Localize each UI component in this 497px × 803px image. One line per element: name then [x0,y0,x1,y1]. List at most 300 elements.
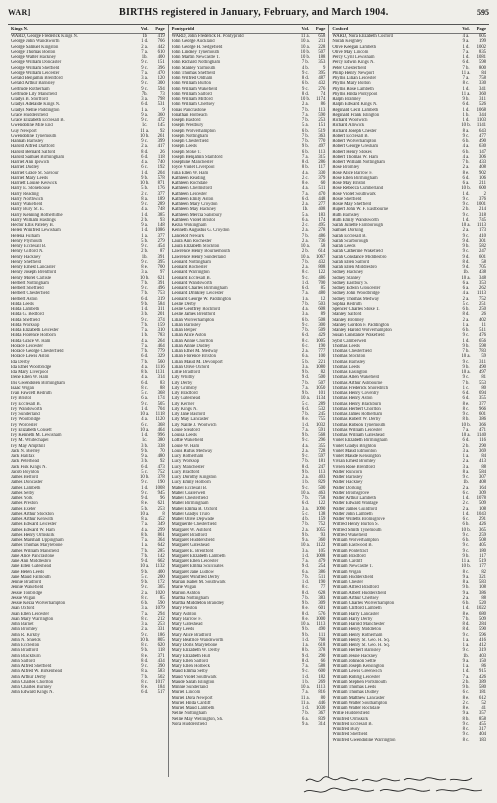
entry-page: 380 [157,438,165,444]
entry-name: Mabel [171,485,184,491]
entry-district: Aston [202,196,214,202]
entry-page: 412 [478,643,487,648]
entry-district: Southampton [362,700,388,706]
entry-district: Whitby [180,375,195,381]
entry-district: Kings N. [357,60,375,66]
entry-name: John Stanley [171,65,196,71]
entry-district: Woodbridge [356,291,380,297]
entry-volume: 2 c. [301,223,309,228]
entry-name: Herbert [11,286,26,291]
entry-district: York [23,496,33,501]
entry-page: 656 [478,338,487,344]
entry-page: 1080 [315,364,326,370]
entry-volume: 7 b. [141,322,149,328]
entry-name: Henry [11,238,23,244]
entry-district: Birkenhead [40,669,63,675]
entry-name: Joseph [171,144,185,150]
entry-page: 9 [323,65,326,71]
entry-volume: 4 a. [141,160,149,165]
entry-district: Leicester [206,291,224,297]
register-columns [8,24,489,777]
entry-district: Edmonton [357,448,377,454]
entry-volume: 2 a. [462,506,470,512]
entry-district: Basford [185,118,201,123]
entry-page: 770 [318,139,326,144]
entry-district: Stamford [205,154,223,160]
entry-page: 486 [318,233,326,239]
entry-volume: 2 a. [462,459,470,465]
entry-district: Southwark [205,580,226,585]
entry-volume: 8 b. [141,532,149,538]
entry-district: Salisbury [204,212,222,218]
entry-name: Robert George [332,144,360,150]
entry-page: 371 [157,653,165,659]
entry-page: 497 [318,144,326,150]
column-header-page: Page [155,26,165,31]
entry-page: 329 [157,354,165,360]
entry-page: 117 [318,165,326,171]
entry-volume: 9 b. [301,370,309,375]
entry-page: 416 [478,637,487,643]
entry-page: 151 [157,60,165,66]
entry-page: 400 [157,569,165,575]
entry-volume: 8 d. [301,590,309,596]
entry-name: Walter Edward [332,501,361,507]
entry-name: Margaret Elizabeth [171,553,208,559]
entry-district: Tynemouth [35,133,57,139]
entry-district: Wigan [183,585,197,591]
entry-district: Scarborough [344,238,369,244]
entry-name: Kathleen Mercia [171,212,204,218]
entry-district: Leicester [201,559,219,564]
entry-volume: 1b. [463,270,469,276]
entry-district: Islington [362,112,380,118]
entry-page: 159 [318,517,326,522]
entry-volume: 2 a. [462,296,470,302]
entry-name: Sidney Edwin [332,286,359,291]
entry-district: Leeds [348,364,360,370]
entry-district: Huddersfield [189,538,215,543]
entry-district: Wakefield [183,438,204,444]
entry-page: 122 [318,501,326,507]
entry-district: Lancaster [366,695,385,701]
entry-name: Jane Helen [11,569,32,575]
entry-name: Mary Doris [171,643,194,648]
entry-district: Wandsworth [35,39,60,45]
entry-page: 378 [318,648,326,654]
entry-district: Oxford [203,506,218,512]
entry-page: 601 [478,254,487,260]
entry-name: Winifred [332,727,350,732]
entry-name: Leonard [171,270,188,276]
entry-district: Guildford [358,506,378,512]
entry-name: Mary Beatrice [171,637,199,643]
entry-name: Sidney [332,275,346,281]
handwriting-signature [300,772,490,798]
entry-name: Harold Bernard [11,149,41,155]
entry-name: William Thomas [332,685,364,690]
entry-volume: 10 a. [461,223,471,228]
entry-district: Halifax [20,454,35,459]
entry-volume: 6 b. [301,81,309,87]
entry-name: William [332,538,348,543]
entry-volume: 8 e. [462,611,470,617]
entry-volume: 7 a. [462,427,470,433]
entry-name: Walter Willetts [332,517,361,522]
entry-district: Sheffield [353,202,372,207]
entry-volume: 6 b. [462,522,470,528]
entry-volume: 4 a. [462,291,470,297]
entry-volume: 2 a. [462,485,470,491]
entry-district: Blackburn [21,653,41,659]
entry-name: Gwendoline [11,123,34,129]
entry-district: R. Kirkby [21,632,40,638]
entry-district: Pancrastone [183,107,206,113]
entry-district: Gresham [361,144,379,150]
entry-name: John Alfred [11,664,34,669]
entry-district: Lambeth [359,44,377,50]
entry-page: 379 [318,175,326,181]
entry-page: 286 [318,160,326,165]
entry-page: 199 [478,39,487,45]
entry-page: 758 [318,496,326,501]
entry-volume: 9 c. [141,286,149,291]
entry-volume: 1 d. [301,580,309,585]
entry-district: Wakefield [23,202,43,207]
entry-name: Muriel [171,690,185,696]
entry-district: Rotherhithe [40,212,63,218]
entry-name: Lucy [171,454,182,459]
entry-name: Harriet [11,165,25,171]
entry-district: Brentford [356,464,375,470]
entry-name: Phyllis Lilian [332,76,358,81]
entry-volume: 6 a. [462,181,470,186]
entry-page: 662 [157,559,165,564]
entry-volume: 10 a. [300,543,310,549]
entry-district: Ecclesall B. [18,401,41,407]
entry-page: 58 [481,259,487,265]
entry-district: Brentford [195,548,214,554]
entry-page: 111 [318,632,326,638]
entry-district: Nottingham [185,133,209,139]
entry-district: Ecclesall B. [42,118,65,123]
entry-volume: 1 d. [141,406,149,412]
entry-district: Redruth [36,391,52,396]
entry-volume: 11 a. [300,700,310,706]
entry-page: 399 [157,139,165,144]
entry-name: Mary [171,622,182,627]
entry-district: Bournemouth [204,249,230,255]
entry-name: Lily [171,406,180,412]
entry-name: Hannah [11,139,26,144]
entry-volume: 4 a. [141,375,149,381]
entry-volume: 6 c. [462,690,470,696]
entry-volume: 9 c. [301,438,309,444]
entry-volume: 9 b. [141,301,149,307]
entry-page: 471 [478,427,487,433]
entry-volume: 10 a. [300,490,310,496]
entry-page: 596 [478,632,487,638]
entry-volume: 7 b. [141,349,149,354]
entry-district: Derby [34,674,47,680]
entry-page: 344 [478,112,487,118]
entry-name: Henry Joseph [11,270,37,276]
entry-page: 253 [157,506,165,512]
entry-district: Nottingham [197,60,221,66]
entry-page: 77 [320,585,326,591]
entry-district: Ecclesall B. [344,233,367,239]
entry-district: Nottingham [362,160,385,165]
entry-volume: 2 a. [301,527,309,533]
entry-volume: 8 e. [301,417,309,423]
entry-district: Eastwood B. [348,543,373,549]
entry-district: Birmingham [353,175,378,181]
entry-name: Robert Henry [332,149,358,155]
entry-district: Middlesbro [364,254,387,260]
entry-volume: 9 c. [141,664,149,669]
entry-volume: 2 b. [301,249,309,255]
entry-name: Lucy Emily [171,480,194,486]
entry-page: 120 [157,76,165,81]
entry-district: Depwade [196,517,215,522]
entry-district: Croydon [213,228,230,234]
entry-page: 532 [318,406,326,412]
entry-page: 531 [157,102,165,108]
entry-district: Coalerwell [184,490,206,496]
entry-volume: 10 a. [300,244,310,249]
entry-name: Ivan Fawcett [11,391,36,396]
entry-name: Gertrude [11,86,28,92]
entry-district: Whitechapel [24,438,49,444]
entry-page: 80 [320,695,326,701]
entry-district: Stanley [346,275,361,281]
entry-page: 89 [320,312,326,318]
entry-page: 408 [478,165,487,171]
entry-page: 306 [478,154,487,160]
entry-name: Gladys [11,97,25,102]
entry-volume: 9 c. [141,490,149,496]
entry-district: Bradford [189,532,207,538]
entry-name: William Johnson [332,658,365,664]
entry-district: Nottingham [188,259,211,265]
entry-name: William Harold [332,622,362,627]
entry-district: Alnwick [348,123,365,129]
entry-volume: 9 c. [462,233,470,239]
entry-name: Ruth [332,212,342,218]
entry-volume: 9 a. [141,454,149,459]
entry-district: Rotherham [361,412,383,417]
entry-district: Derby [180,380,193,386]
entry-name: Jane Alice [11,553,31,559]
entry-name: Walter Arthur [332,496,359,501]
entry-district: Lincoln [353,49,369,55]
column-header-district: Kings N. [11,26,29,31]
entry-district: Chorlton [36,679,54,685]
entry-page: 509 [478,501,487,507]
entry-name: Willie [332,711,344,717]
entry-district: Chesterfield [26,291,50,297]
entry-volume: 7 a. [301,559,309,564]
entry-name: Margaret E. [171,548,194,554]
entry-volume: 5 c. [141,574,149,580]
entry-page: 700 [318,280,326,286]
entry-district: Stockton [348,354,366,360]
entry-volume: 8 c. [141,643,149,648]
entry-page: 413 [478,459,487,465]
entry-volume: 6 a. [462,286,470,291]
entry-page: 1005 [315,338,326,344]
entry-page: 353 [478,280,487,286]
entry-volume: 9 c. [141,401,149,407]
entry-page: 779 [157,349,165,354]
entry-page: 680 [478,611,487,617]
entry-district: Paddington [209,296,231,302]
entry-name: Kezia [171,223,183,228]
entry-name: Lily [171,385,180,391]
entry-district: St. Saviour [37,170,59,176]
entry-page: 309 [318,601,326,606]
entry-page: 496 [157,286,165,291]
entry-page: 902 [478,170,487,176]
entry-page: 317 [478,727,487,732]
entry-district: St. Geo. H. Sq. [361,637,390,643]
entry-name: Thomas [332,354,348,360]
entry-district: Sunderland [186,685,208,690]
entry-volume: 10 a. [300,622,310,627]
entry-page: 591 [318,427,326,433]
entry-district: Keswick [40,181,58,186]
entry-volume: 4 a. [462,154,470,160]
entry-district: Chesterfield [40,349,64,354]
entry-district: Worksop [22,322,40,328]
entry-name: Thomas Robert [332,417,362,423]
entry-name: Sarah [332,244,344,249]
entry-page: 517 [157,690,165,696]
entry-volume: 7 b. [301,301,309,307]
entry-name: George William [11,60,41,66]
entry-name: Robert [332,139,346,144]
entry-volume: 9 b. [141,580,149,585]
entry-district: Doncaster [42,60,62,66]
entry-volume: 2 b. [462,207,470,213]
entry-name: Joseph [171,123,185,129]
entry-volume: 7 b. [141,548,149,554]
entry-district: Leeds [348,343,360,349]
entry-district: Liverpool [29,370,48,375]
entry-name: Ida [11,359,17,365]
entry-volume: 9 c. [462,359,470,365]
entry-district: Wigan [348,569,361,575]
entry-name: Ida Mary [11,370,29,375]
entry-volume: 8 c. [462,727,470,732]
entry-name: Joseph Benjamin [171,154,204,160]
entry-name: Muriel Dora [171,695,195,701]
entry-name: Hilda [11,307,22,312]
entry-page: 247 [318,464,326,470]
entry-district: Croydon [201,202,218,207]
entry-name: Reginald Cecil [332,107,361,113]
register-column-2 [169,25,330,777]
entry-volume: 8 d. [462,622,470,627]
entry-district: Leeds [185,433,197,438]
entry-district: Bromley [347,317,364,323]
entry-name: George John [11,39,35,45]
entry-volume: 8 d. [462,312,470,318]
entry-volume: 7 a. [462,49,470,55]
entry-district: Tynemouth [364,422,386,428]
entry-district: Rochdale [362,706,380,711]
entry-page: 70 [159,448,165,454]
entry-name: Lily Jane [171,412,189,417]
entry-name: Herbert [11,280,26,286]
entry-page: 92 [159,128,165,134]
entry-page: 192 [157,165,165,171]
entry-name: Violet Elizabeth [332,438,363,444]
entry-name: Ivy [11,422,18,428]
entry-name: WARD, George Frederick [11,34,60,39]
entry-page: 408 [478,480,487,486]
entry-name: Thomas Henry [332,396,361,402]
entry-volume: 5 a. [301,123,309,129]
entry-district: Leeds [344,244,356,249]
entry-district: Ashton [186,590,200,596]
entry-district: Wandsworth [188,280,212,286]
entry-page: 497 [478,370,487,375]
entry-district: Sheffield [344,196,362,202]
entry-page: 519 [478,559,487,564]
entry-volume: 1 b. [141,333,149,339]
entry-name: Lilian Florence [171,354,201,360]
entry-volume: 2 a. [301,448,309,454]
entry-district: Reading [189,175,206,181]
entry-district: Leeds [32,569,45,575]
entry-volume: 7 b. [141,553,149,559]
entry-district: Cardiff [197,700,211,706]
entry-name: William Lewis [332,669,361,675]
entry-volume: 7 b. [301,328,309,333]
entry-name: Jane Ann [11,559,29,564]
entry-volume: 5 b. [141,238,149,244]
entry-volume: 9 c. [141,317,149,323]
entry-page: 1103 [476,118,487,123]
entry-district: Bury St. E. [23,207,44,213]
entry-volume: 6 b. [462,328,470,333]
entry-page: 93 [320,532,326,538]
entry-page: 108 [478,506,487,512]
entry-district: Woolbridge [29,364,52,370]
entry-name: Violet Maude [332,454,358,459]
entry-page: 66 [320,658,326,664]
entry-name: Richard [332,118,348,123]
entry-district: Warrington [188,270,210,276]
entry-name: Ruth Emily [332,217,355,223]
column-header [332,25,486,34]
entry-volume: 3 a. [301,548,309,554]
entry-page: 553 [478,380,487,386]
entry-name: Rose May [332,181,352,186]
entry-district: Hackney [39,55,57,60]
entry-district: Wantage [361,501,378,507]
entry-page: 1008 [315,553,326,559]
entry-volume: 8 c. [141,679,149,685]
entry-volume: 9 a. [462,39,470,45]
entry-page: 314 [318,721,326,727]
entry-name: Kathleen Mary [171,202,200,207]
entry-name: William [332,553,348,559]
entry-page: 26 [481,312,487,318]
entry-page: 181 [478,690,487,696]
entry-page: 405 [478,543,487,549]
